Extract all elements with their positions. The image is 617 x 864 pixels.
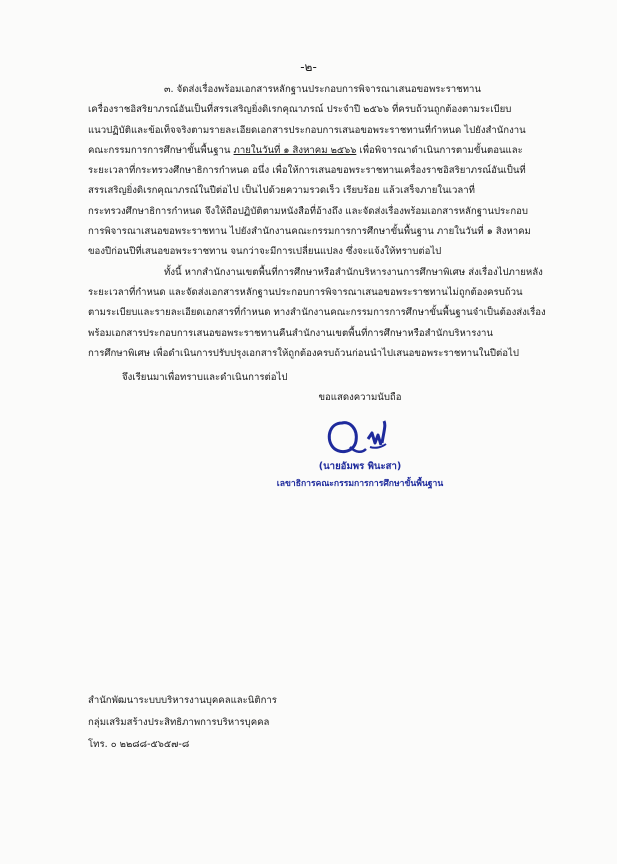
paragraph-3-line: ของปีก่อนปีที่เสนอขอพระราชทาน จนกว่าจะมีการเปลี่ยนแปลง ซึ่งจะแจ้งให้ทราบต่อไป — [88, 246, 442, 258]
closing-salutation: ขอแสดงความนับถือ — [318, 392, 402, 403]
paragraph-3-line: แนวปฏิบัติและข้อเท็จจริงตามรายละเอียดเอกสารประกอบการเสนอขอพระราชทานที่กำหนด ไปยังสำนักงาน — [88, 124, 526, 136]
paragraph-4-line: ระยะเวลาที่กำหนด และจัดส่งเอกสารหลักฐานประกอบการพิจารณาเสนอขอพระราชทานไม่ถูกต้องครบถ้วน — [88, 286, 523, 298]
footer-group: กลุ่มเสริมสร้างประสิทธิภาพการบริหารบุคคล — [88, 717, 270, 728]
paragraph-3-line: ๓. จัดส่งเรื่องพร้อมเอกสารหลักฐานประกอบการพิจารณาเสนอขอพระราชทาน — [164, 84, 481, 95]
paragraph-4 — [88, 263, 570, 364]
sender-footer — [88, 690, 277, 756]
paragraph-4-line: ทั้งนี้ หากสำนักงานเขตพื้นที่การศึกษาหรือสำนักบริหารงานการศึกษาพิเศษ ส่งเรื่องไปภายหลัง — [164, 266, 543, 278]
page-number: -๒- — [300, 60, 317, 74]
closing-paragraph — [88, 368, 570, 388]
deadline-suffix: เพื่อพิจารณาดำเนินการตามขั้นตอนและ — [356, 144, 523, 156]
letter-body — [88, 80, 570, 388]
deadline-date: ภายในวันที่ ๑ สิงหาคม ๒๕๖๖ — [233, 144, 357, 156]
handwritten-signature — [320, 413, 400, 457]
signature-block — [250, 390, 470, 490]
paragraph-3-line-deadline — [88, 141, 570, 161]
paragraph-3-line: การพิจารณาเสนอขอพระราชทาน ไปยังสำนักงานคณะกรรมการการศึกษาขั้นพื้นฐาน ภายในวันที่ ๑ สิงหาคม — [88, 226, 531, 238]
paragraph-3-line: สรรเสริญยิ่งดิเรกคุณาภรณ์ในปีต่อไป เป็นไปด้วยความรวดเร็ว เรียบร้อย แล้วเสร็จภายในเวลาที่ — [88, 185, 475, 197]
deadline-prefix: คณะกรรมการการศึกษาขั้นพื้นฐาน — [88, 144, 234, 156]
signer-name: (นายอัมพร พินะสา) — [318, 461, 402, 472]
paragraph-3-line: เครื่องราชอิสริยาภรณ์อันเป็นที่สรรเสริญยิ่งดิเรกคุณาภรณ์ ประจำปี ๒๕๖๖ ที่ครบถ้วนถูกต้องตามระเบียบ — [88, 104, 512, 116]
paragraph-3-line: กระทรวงศึกษาธิการกำหนด จึงให้ถือปฏิบัติตามหนังสือที่อ้างถึง และจัดส่งเรื่องพร้อมเอกสารหลักฐานประกอบ — [88, 205, 528, 217]
paragraph-3-line: ระยะเวลาที่กระทรวงศึกษาธิการกำหนด อนึ่ง เพื่อให้การเสนอขอพระราชทานเครื่องราชอิสริยาภรณ์อันเป็นที่ — [88, 165, 526, 177]
paragraph-4-line: ตามระเบียบและรายละเอียดเอกสารที่กำหนด ทางสำนักงานคณะกรรมการการศึกษาขั้นพื้นฐานจำเป็นต้องส่งเรื่อง — [88, 307, 546, 319]
paragraph-4-line: พร้อมเอกสารประกอบการเสนอขอพระราชทานคืนสำนักงานเขตพื้นที่การศึกษาหรือสำนักบริหารงาน — [88, 327, 493, 339]
paragraph-4-line: การศึกษาพิเศษ เพื่อดำเนินการปรับปรุงเอกสารให้ถูกต้องครบถ้วนก่อนนำไปเสนอขอพระราชทานในปีต่อไป — [88, 347, 519, 359]
paragraph-3 — [88, 80, 570, 263]
footer-office: สำนักพัฒนาระบบบริหารงานบุคคลและนิติการ — [88, 695, 277, 706]
signer-title: เลขาธิการคณะกรรมการการศึกษาขั้นพื้นฐาน — [276, 479, 444, 489]
footer-phone: โทร. ๐ ๒๒๘๘-๕๖๕๗-๘ — [88, 739, 190, 750]
closing-paragraph-text: จึงเรียนมาเพื่อทราบและดำเนินการต่อไป — [122, 372, 288, 384]
